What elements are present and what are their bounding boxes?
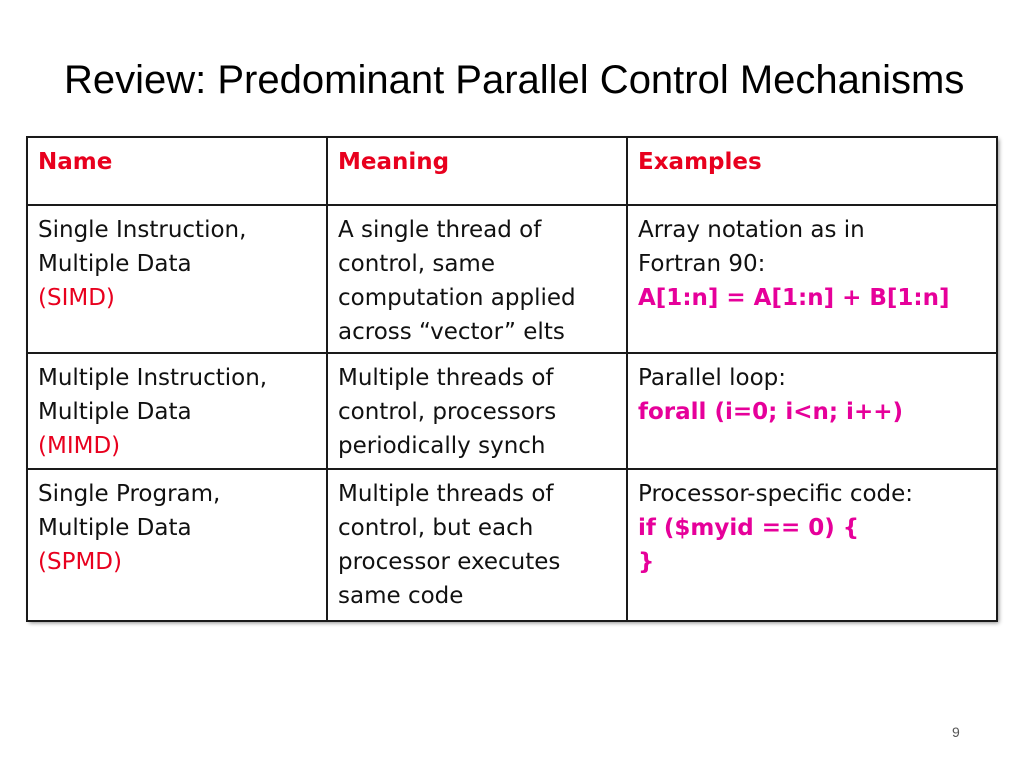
row-spmd-name-line: Single Program, [38, 481, 221, 507]
slide-title: Review: Predominant Parallel Control Mechanisms [64, 58, 965, 102]
table-row-simd [27, 205, 997, 353]
row-mimd-name-line: Multiple Data [38, 399, 192, 425]
row-simd-meaning-line: A single thread of [338, 217, 542, 243]
row-simd-name-line: Multiple Data [38, 251, 192, 277]
row-mimd-name-line: Multiple Instruction, [38, 365, 268, 391]
table-row-spmd [27, 469, 997, 621]
row-simd-example-code: A[1:n] = A[1:n] + B[1:n] [638, 285, 950, 311]
row-spmd-name-cell [27, 469, 327, 621]
row-mimd-meaning-line: control, processors [338, 399, 557, 425]
row-spmd-example-code: if ($myid == 0) { [638, 515, 860, 541]
mechanisms-table-container [26, 136, 996, 620]
row-simd-meaning-line: across “vector” elts [338, 319, 565, 345]
row-spmd-name-line: Multiple Data [38, 515, 192, 541]
row-mimd-meaning-line: Multiple threads of [338, 365, 554, 391]
row-mimd-example-code: forall (i=0; i<n; i++) [638, 399, 903, 425]
row-simd-example-cell [627, 205, 997, 353]
header-examples: Examples [627, 137, 997, 205]
row-spmd-meaning-line: same code [338, 583, 464, 609]
row-spmd-meaning-line: processor executes [338, 549, 561, 575]
row-simd-meaning-line: control, same [338, 251, 495, 277]
row-mimd-meaning-line: periodically synch [338, 433, 546, 459]
row-simd-abbr: (SIMD) [38, 285, 115, 311]
row-mimd-abbr: (MIMD) [38, 433, 121, 459]
row-spmd-meaning-line: Multiple threads of [338, 481, 554, 507]
row-simd-name-cell [27, 205, 327, 353]
mechanisms-table [26, 136, 998, 622]
row-simd-example-text: Array notation as in [638, 217, 865, 243]
row-simd-meaning-line: computation applied [338, 285, 576, 311]
table-header-row [27, 137, 997, 205]
row-spmd-example-code: } [638, 549, 655, 575]
header-meaning: Meaning [327, 137, 627, 205]
table-row-mimd [27, 353, 997, 469]
row-simd-meaning-cell [327, 205, 627, 353]
row-spmd-abbr: (SPMD) [38, 549, 122, 575]
row-mimd-meaning-cell [327, 353, 627, 469]
row-mimd-example-cell [627, 353, 997, 469]
row-simd-name-line: Single Instruction, [38, 217, 247, 243]
row-spmd-example-cell [627, 469, 997, 621]
row-spmd-meaning-line: control, but each [338, 515, 534, 541]
row-spmd-example-text: Processor-specific code: [638, 481, 914, 507]
row-mimd-name-cell [27, 353, 327, 469]
row-mimd-example-text: Parallel loop: [638, 365, 786, 391]
header-name: Name [27, 137, 327, 205]
row-spmd-meaning-cell [327, 469, 627, 621]
row-simd-example-text: Fortran 90: [638, 251, 766, 277]
page-number: 9 [952, 724, 960, 740]
